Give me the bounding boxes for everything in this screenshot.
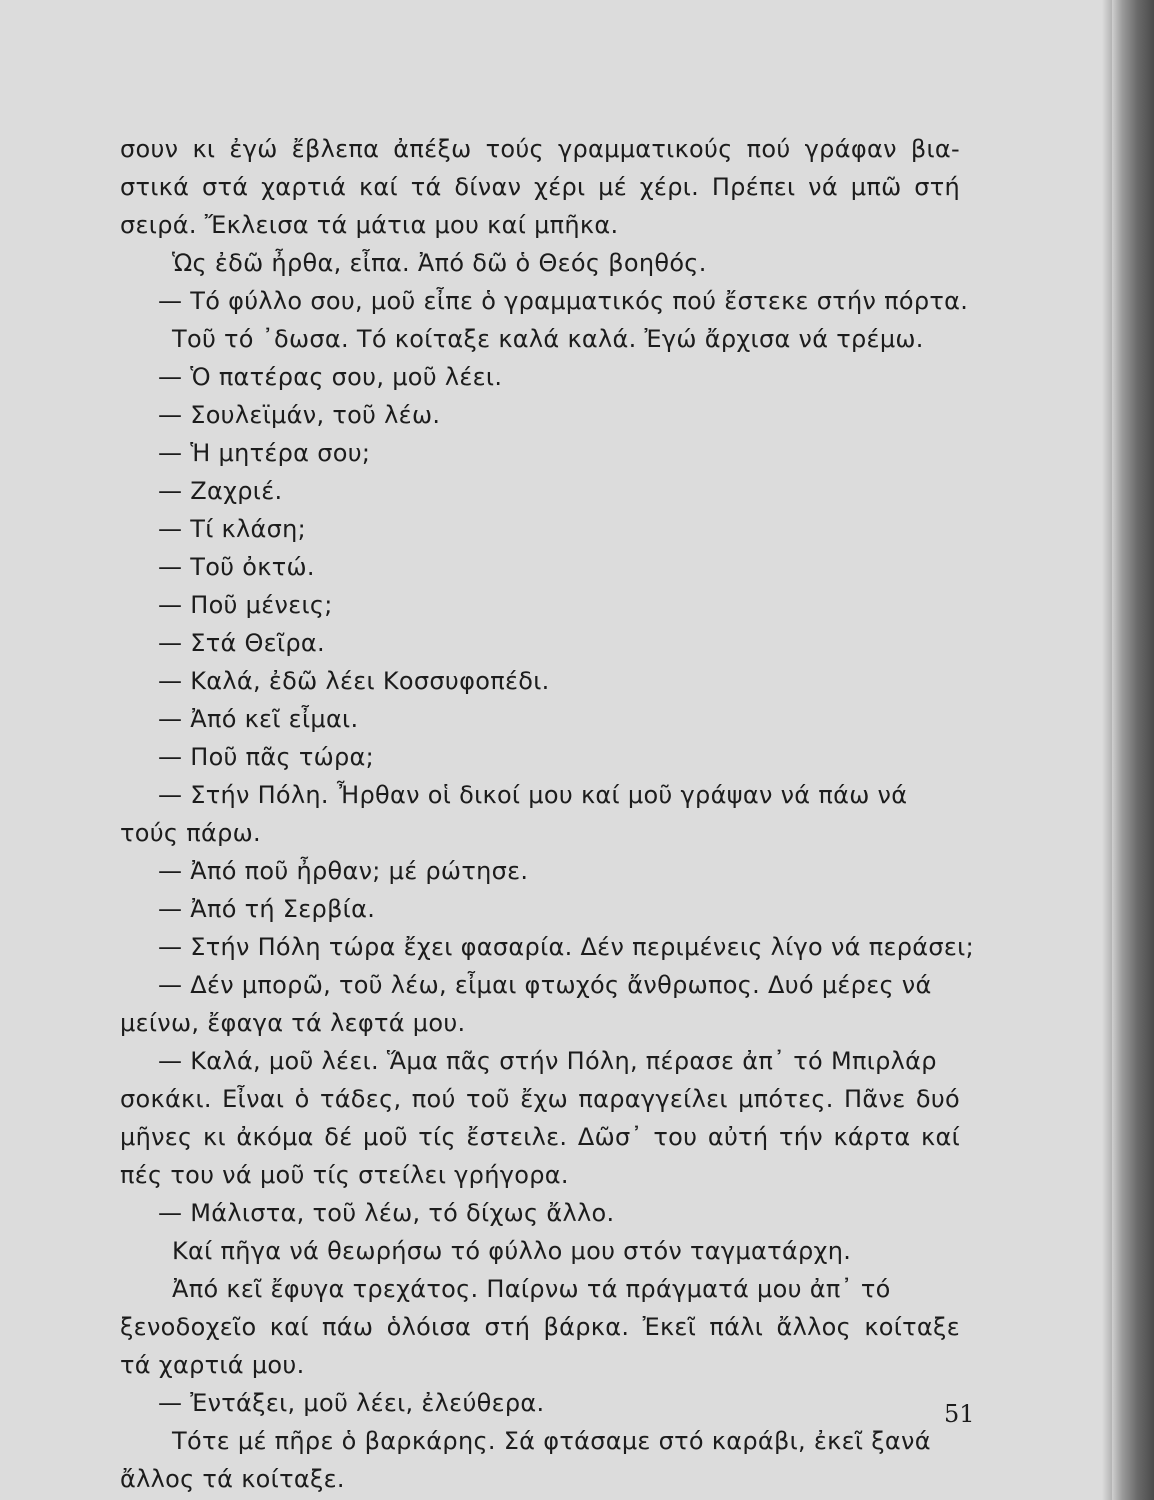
dialogue-line: — Τό φύλλο σου, μοῦ εἶπε ὁ γραμματικός πού ἔστεκε στήν πόρτα. — [158, 287, 969, 315]
dialogue-line: — Στήν Πόλη. Ἦρθαν οἱ δικοί μου καί μοῦ γράψαν νά πάω νά — [158, 781, 908, 809]
dialogue-line: — Στά Θεῖρα. — [158, 629, 325, 657]
dialogue-line: — Ποῦ μένεις; — [158, 591, 333, 619]
dialogue-line: — Ἡ μητέρα σου; — [158, 439, 371, 467]
book-spine — [1112, 0, 1154, 1500]
dialogue-line: — Μάλιστα, τοῦ λέω, τό δίχως ἄλλο. — [158, 1199, 615, 1227]
text-line: τούς πάρω. — [120, 819, 261, 847]
dialogue-line: — Δέν μπορῶ, τοῦ λέω, εἶμαι φτωχός ἄνθρωπος. Δυό μέρες νά — [158, 971, 932, 999]
dialogue-line: — Καλά, μοῦ λέει. Ἅμα πᾶς στήν Πόλη, πέρασε ἀπ᾽ τό Μπιρλάρ — [158, 1047, 937, 1075]
dialogue-line: — Στήν Πόλη τώρα ἔχει φασαρία. Δέν περιμένεις λίγο νά περάσει; — [158, 933, 974, 961]
text-line: Ὡς ἐδῶ ἦρθα, εἶπα. Ἀπό δῶ ὁ Θεός βοηθός. — [172, 249, 707, 277]
text-line: σοκάκι. Εἶναι ὁ τάδες, πού τοῦ ἔχω παραγγείλει μπότες. Πᾶνε δυό — [120, 1085, 960, 1113]
dialogue-line: — Ἀπό ποῦ ἦρθαν; μέ ρώτησε. — [158, 857, 529, 885]
text-line: πές του νά μοῦ τίς στείλει γρήγορα. — [120, 1161, 569, 1189]
text-line: τά χαρτιά μου. — [120, 1351, 305, 1379]
dialogue-line: — Καλά, ἐδῶ λέει Κοσσυφοπέδι. — [158, 667, 550, 695]
page-number: 51 — [944, 1400, 975, 1428]
dialogue-line: — Ἐντάξει, μοῦ λέει, ἐλεύθερα. — [158, 1389, 545, 1417]
text-line: στικά στά χαρτιά καί τά δίναν χέρι μέ χέρι. Πρέπει νά μπῶ στή — [120, 173, 960, 201]
text-line: μῆνες κι ἀκόμα δέ μοῦ τίς ἔστειλε. Δῶσ᾽ του αὐτή τήν κάρτα καί — [120, 1123, 960, 1151]
text-line: σουν κι ἐγώ ἔβλεπα ἀπέξω τούς γραμματικούς πού γράφαν βια- — [120, 135, 960, 163]
page-edge-shadow — [1102, 0, 1112, 1500]
dialogue-line: — Ὁ πατέρας σου, μοῦ λέει. — [158, 363, 503, 391]
body-text — [120, 130, 974, 1498]
dialogue-line: — Τοῦ ὀκτώ. — [158, 553, 315, 581]
text-line: μείνω, ἔφαγα τά λεφτά μου. — [120, 1009, 466, 1037]
text-line: Τότε μέ πῆρε ὁ βαρκάρης. Σά φτάσαμε στό καράβι, ἐκεῖ ξανά — [172, 1427, 931, 1455]
text-line: σειρά. Ἔκλεισα τά μάτια μου καί μπῆκα. — [120, 211, 619, 239]
text-line: Καί πῆγα νά θεωρήσω τό φύλλο μου στόν ταγματάρχη. — [172, 1237, 852, 1265]
text-line: ἄλλος τά κοίταξε. — [120, 1465, 345, 1493]
dialogue-line: — Ἀπό τή Σερβία. — [158, 895, 376, 923]
dialogue-line: — Ζαχριέ. — [158, 477, 283, 505]
text-line: Ἀπό κεῖ ἔφυγα τρεχάτος. Παίρνω τά πράγματά μου ἀπ᾽ τό — [172, 1275, 891, 1303]
dialogue-line: — Τί κλάση; — [158, 515, 307, 543]
dialogue-line: — Ποῦ πᾶς τώρα; — [158, 743, 375, 771]
text-line: ξενοδοχεῖο καί πάω ὁλόισα στή βάρκα. Ἐκεῖ πάλι ἄλλος κοίταξε — [120, 1313, 960, 1341]
dialogue-line: — Σουλεϊμάν, τοῦ λέω. — [158, 401, 441, 429]
text-line: Τοῦ τό ᾽δωσα. Τό κοίταξε καλά καλά. Ἐγώ ἄρχισα νά τρέμω. — [172, 325, 924, 353]
dialogue-line: — Ἀπό κεῖ εἶμαι. — [158, 705, 359, 733]
